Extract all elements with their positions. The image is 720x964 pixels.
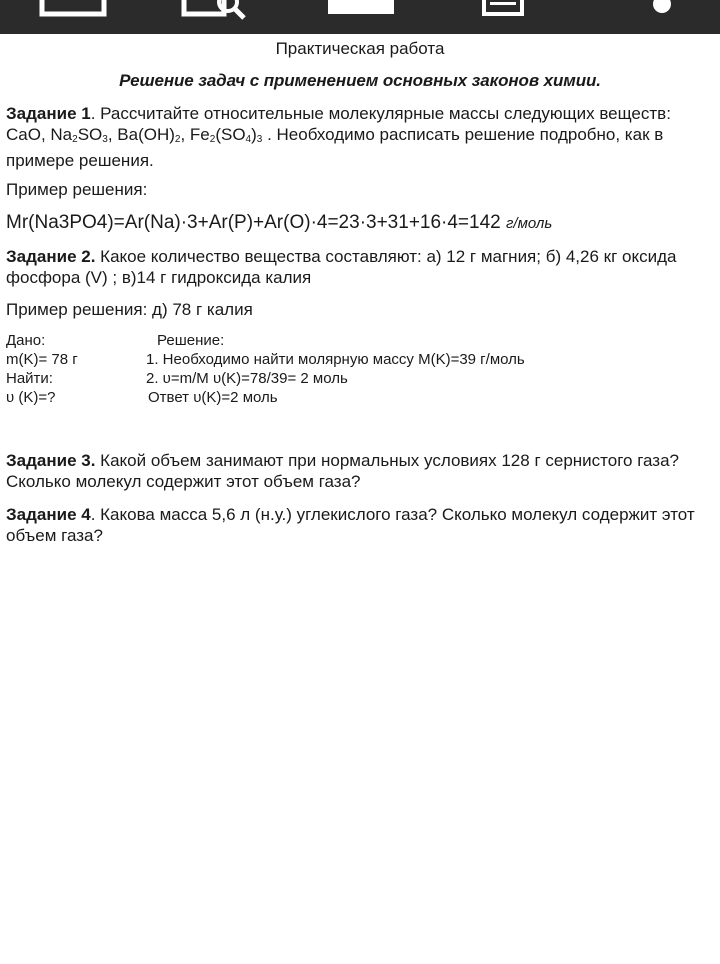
task-3-label: Задание 3.	[6, 451, 96, 470]
task-1: Задание 1. Рассчитайте относительные молекулярные массы следующих веществ: CaO, $Na_2SO_3$, $Ba(OH)_2$, $Fe_2(SO_4)_3$ . Необходимо расписать решение подробно, как в примере решения.	[6, 104, 671, 170]
task-4-label: Задание 4	[6, 505, 91, 524]
settings-icon[interactable]	[644, 0, 684, 20]
example-1-label: Пример решения:	[6, 180, 148, 199]
document-icon[interactable]	[38, 0, 108, 20]
example-2-label: Пример решения: д) 78 г калия	[6, 300, 253, 319]
solution-label: Решение:	[157, 332, 225, 349]
task-2-label: Задание 2.	[6, 247, 96, 266]
page-icon[interactable]	[326, 0, 396, 18]
print-icon[interactable]	[480, 0, 526, 20]
task-3	[6, 450, 714, 492]
task-4-text: . Какова масса 5,6 л (н.у.) углекислого газа? Сколько молекул содержит этот объем газа?	[6, 505, 695, 545]
task-3-text: Какой объем занимают при нормальных условиях 128 г сернистого газа? Сколько молекул содержит этот объем газа?	[6, 451, 680, 491]
task-1-label: Задание 1	[6, 104, 91, 123]
solution-step-2: 2. υ=m/M υ(K)=78/39= 2 моль	[146, 370, 348, 387]
search-icon[interactable]	[180, 0, 252, 20]
example-formula	[6, 212, 552, 234]
given-value: m(K)= 78 г	[6, 351, 78, 368]
given-label: Дано:	[6, 332, 46, 349]
solution-answer: Ответ υ(K)=2 моль	[148, 389, 278, 406]
task-4	[6, 504, 714, 546]
formula-text: Mr(Na3PO4)=Ar(Na)·3+Ar(P)+Ar(O)·4=23·3+31+16·4=142	[6, 212, 501, 233]
task-2-text: Какое количество вещества составляют: а) 12 г магния; б) 4,26 кг оксида фосфора (V) ; в)14 г гидроксида калия	[6, 247, 677, 287]
formula-unit: г/моль	[506, 215, 553, 232]
find-label: Найти:	[6, 370, 53, 387]
document-subtitle: Решение задач с применением основных законов химии.	[119, 71, 601, 90]
solution-step-1: 1. Необходимо найти молярную массу M(K)=39 г/моль	[146, 351, 525, 368]
toolbar	[0, 0, 720, 34]
find-value: υ (K)=?	[6, 389, 56, 406]
document-title: Практическая работа	[275, 39, 445, 58]
task-2	[6, 246, 714, 288]
